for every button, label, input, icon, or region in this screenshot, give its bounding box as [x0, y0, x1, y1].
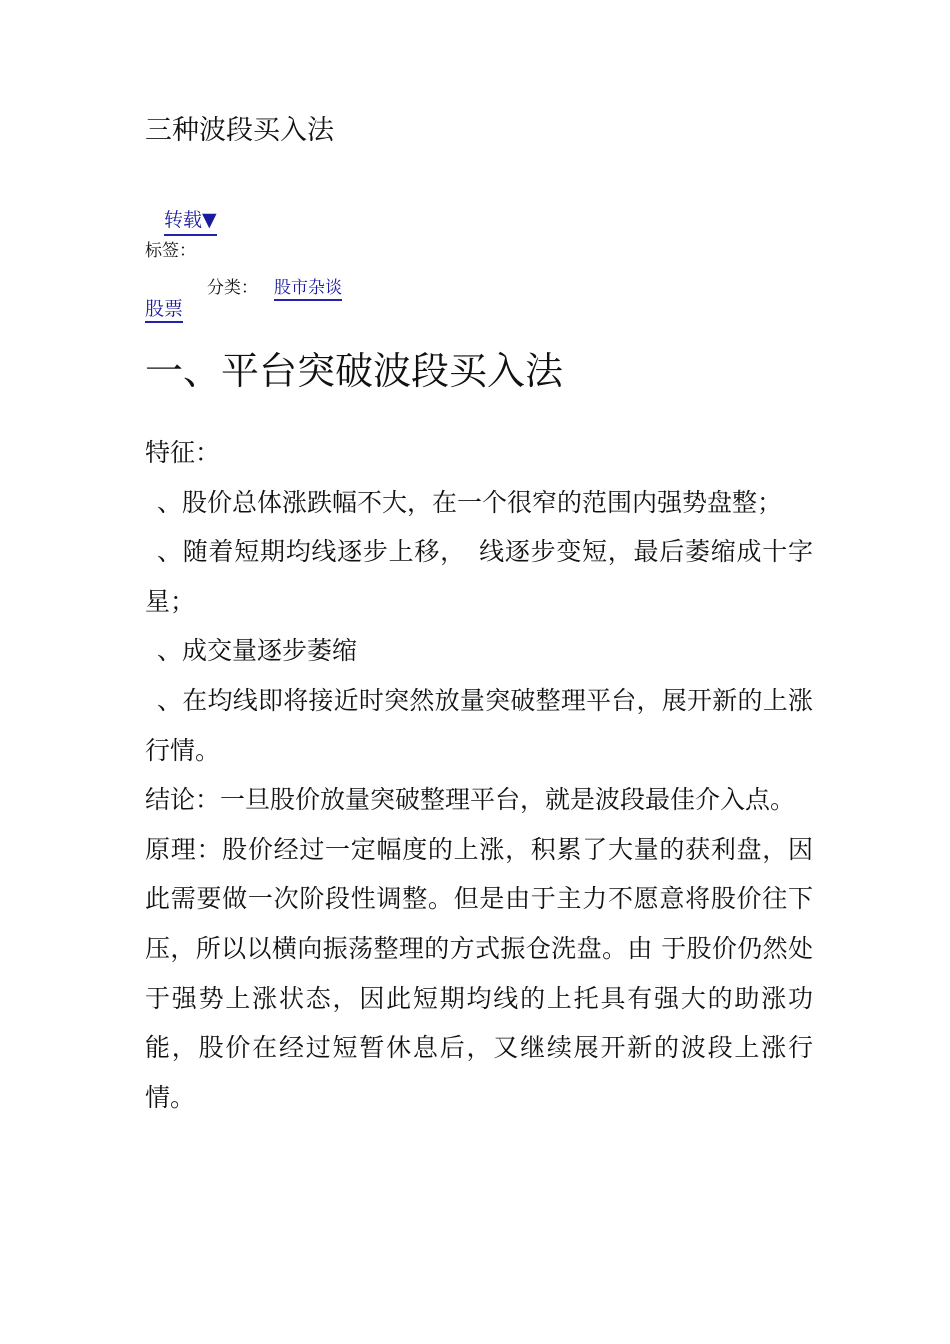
feature-item: 、随着短期均线逐步上移， 线逐步变短，最后萎缩成十字星；	[145, 537, 813, 616]
principle-paragraph: 原理：股价经过一定幅度的上涨，积累了大量的获利盘，因此需要做一次阶段性调整。但是由于主力不愿意将股价往下压，所以以横向振荡整理的方式振仓洗盘。由 于股价仍然处于强势上涨状态，因此短期均线的上托具有强大的助涨功能，股价在经过短暂休息后，又继续展开新的波段上涨行情。	[145, 834, 813, 1112]
features-label: 特征：	[145, 438, 221, 467]
feature-item: 、在均线即将接近时突然放量突破整理平台，展开新的上涨行情。	[145, 685, 813, 765]
repost-link[interactable]: 转载▼	[164, 207, 217, 236]
category-label: 分类：	[207, 278, 258, 298]
section-heading: 一、平台突破波段买入法	[145, 349, 564, 393]
category-link[interactable]: 股市杂谈	[274, 277, 342, 301]
tags-label: 标签：	[145, 241, 196, 261]
feature-item: 、股价总体涨跌幅不大，在一个很窄的范围内强势盘整；	[157, 487, 783, 517]
conclusion-paragraph: 结论：一旦股价放量突破整理平台，就是波段最佳介入点。	[145, 785, 796, 815]
document-title: 三种波段买入法	[145, 115, 334, 146]
feature-item: 、成交量逐步萎缩	[157, 636, 358, 666]
tag-link[interactable]: 股票	[145, 297, 183, 323]
section-body	[145, 428, 813, 1122]
